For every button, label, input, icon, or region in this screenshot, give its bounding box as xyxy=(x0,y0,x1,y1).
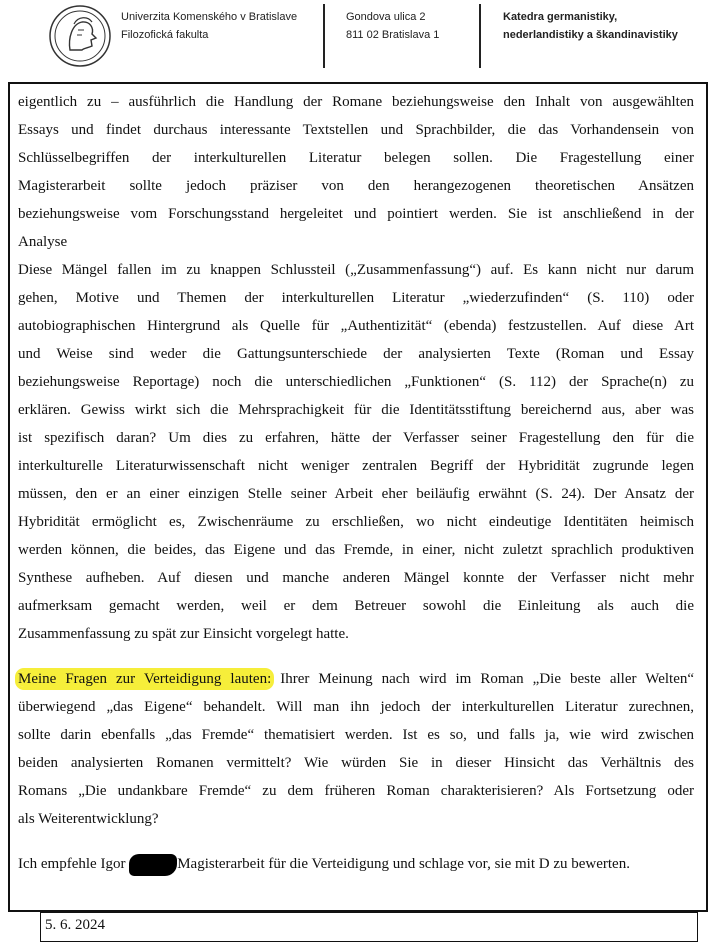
text-line: autobiographischen Hintergrund als Quelle für „Authentizität“ (ebenda) festzustellen. Auf diese Art xyxy=(18,318,694,334)
text-line: als Weiterentwicklung? xyxy=(18,811,159,827)
city-address: 811 02 Bratislava 1 xyxy=(346,29,440,41)
address-info xyxy=(346,8,439,44)
text-line: gehen, Motive und Themen der interkulturellen Literatur „wiederzufinden“ (S. 110) oder xyxy=(18,290,694,306)
paragraph-gap xyxy=(18,833,694,850)
street-address: Gondova ulica 2 xyxy=(346,11,426,23)
date-field xyxy=(40,912,698,942)
text-line: werden können, die beides, das Eigene und das Fremde, in einer, nicht zuletzt sprachlich produktiven xyxy=(18,542,694,558)
text-line: Hybridität ermöglicht es, Zwischenräume zu erschließen, wo nicht eindeutige Identitäten heimisch xyxy=(18,514,694,530)
frame-border xyxy=(8,82,10,912)
date-text: 5. 6. 2024 xyxy=(45,917,105,933)
text-line: beziehungsweise Reportage) noch die unterschiedlichen „Funktionen“ (S. 112) der Sprache(n) zu xyxy=(18,374,694,390)
faculty-name: Filozofická fakulta xyxy=(121,29,209,41)
paragraph-analysis xyxy=(18,88,694,256)
university-seal-logo xyxy=(44,4,116,68)
text-line: aufmerksam gemacht werden, weil er dem Betreuer sowohl die Einleitung als auch die xyxy=(18,598,694,614)
paragraph-questions xyxy=(18,665,694,833)
text-line: Zusammenfassung zu spät zur Einsicht vorgelegt hatte. xyxy=(18,626,349,642)
redaction-mark xyxy=(129,854,177,876)
recommendation-end: Magisterarbeit für die Verteidigung und schlage vor, sie mit D zu bewerten. xyxy=(177,856,630,872)
header-divider xyxy=(323,4,325,68)
highlighted-heading: Meine Fragen zur Verteidigung lauten: xyxy=(18,671,272,687)
header-divider xyxy=(479,4,481,68)
text-line: Romans „Die undankbare Fremde“ zu dem früheren Roman charakterisieren? Als Fortsetzung oder xyxy=(18,783,694,799)
text-line: ist spezifisch daran? Um dies zu erfahren, hätte der Verfasser seiner Fragestellung den für die xyxy=(18,430,694,446)
paragraph-recommendation xyxy=(18,850,694,878)
paragraph-gap xyxy=(18,648,694,665)
question-text: Ihrer Meinung nach wird im Roman „Die beste aller Welten“ xyxy=(271,671,695,687)
text-line: beziehungsweise vom Forschungsstand hergeleitet und pointiert werden. Sie ist anschließend in der xyxy=(18,206,694,222)
text-line xyxy=(18,665,694,693)
department-info xyxy=(503,8,678,44)
review-body xyxy=(18,88,694,878)
frame-border xyxy=(706,82,708,912)
text-line: interkulturelle Literaturwissenschaft nicht weniger zentralen Begriff der Hybridität zugrunde legen xyxy=(18,458,694,474)
text-line: überwiegend „das Eigene“ behandelt. Will man ihn jedoch der interkulturellen Literatur zurechnen, xyxy=(18,699,694,715)
university-name: Univerzita Komenského v Bratislave xyxy=(121,11,298,23)
text-line xyxy=(18,850,694,878)
text-line: sollte darin ebenfalls „das Fremde“ thematisiert werden. Ist es so, und falls ja, wie wird zwischen xyxy=(18,727,694,743)
university-info xyxy=(121,8,297,44)
text-line: Diese Mängel fallen im zu knappen Schlussteil („Zusammenfassung“) auf. Es kann nicht nur darum xyxy=(18,262,694,278)
department-line-2: nederlandistiky a škandinavistiky xyxy=(503,29,678,41)
text-line: Analyse xyxy=(18,234,68,250)
text-line: Magisterarbeit sollte jedoch präziser von den herangezogenen theoretischen Ansätzen xyxy=(18,178,694,194)
frame-border xyxy=(8,82,708,84)
text-line: beiden analysierten Romanen vermittelt? Wie würden Sie in dieser Hinsicht das Verhältnis des xyxy=(18,755,694,771)
text-line: Synthese aufheben. Auf diesen und manche anderen Mängel konnte der Verfasser nicht mehr xyxy=(18,570,694,586)
text-line: eigentlich zu – ausführlich die Handlung der Romane beziehungsweise den Inhalt von ausgewählten xyxy=(18,94,694,110)
recommendation-start: Ich empfehle Igor xyxy=(18,856,130,872)
text-line: Essays und findet durchaus interessante Textstellen und Sprachbilder, die das Vorhandensein von xyxy=(18,122,694,138)
text-line: und Weise sind weder die Gattungsunterschiede der analysierten Texte (Roman und Essay xyxy=(18,346,694,362)
text-line: Schlüsselbegriffen der interkulturellen Literatur belegen sollen. Die Fragestellung einer xyxy=(18,150,694,166)
paragraph-critique xyxy=(18,256,694,648)
text-line: erklären. Gewiss wirkt sich die Mehrsprachigkeit für die Identitätsstiftung bereichernd aus, aber was xyxy=(18,402,694,418)
letterhead xyxy=(0,0,720,80)
text-line: müssen, den er an einer einzigen Stelle seiner Arbeit eher beiläufig erwähnt (S. 24). Der Ansatz der xyxy=(18,486,694,502)
department-line-1: Katedra germanistiky, xyxy=(503,11,618,23)
